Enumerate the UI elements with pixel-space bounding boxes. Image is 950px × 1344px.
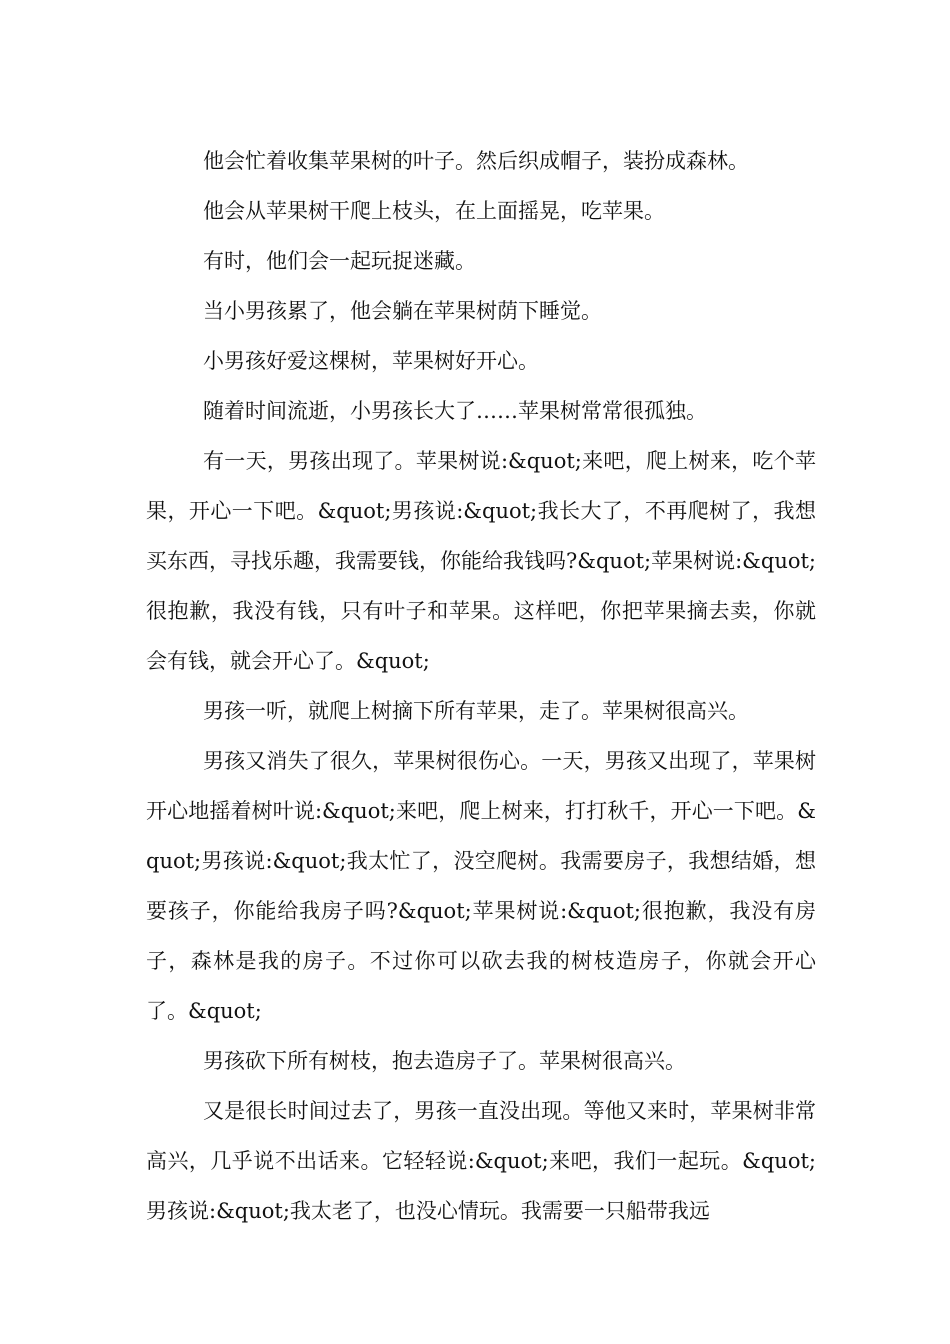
paragraph-6: 随着时间流逝，小男孩长大了……苹果树常常很孤独。 <box>203 399 707 423</box>
paragraph-10: 男孩砍下所有树枝，抱去造房子了。苹果树很高兴。 <box>203 1049 686 1073</box>
paragraph-11: 又是很长时间过去了，男孩一直没出现。等他又来时，苹果树非常高兴，几乎说不出话来。它轻轻说:&quot;来吧，我们一起玩。&quot;男孩说:&quot;我太老了，也没心情玩。我需要一只船带我远 <box>146 1099 816 1223</box>
paragraph-8: 男孩一听，就爬上树摘下所有苹果，走了。苹果树很高兴。 <box>203 699 749 723</box>
paragraph-2: 他会从苹果树干爬上枝头，在上面摇晃，吃苹果。 <box>203 199 665 223</box>
paragraph-5: 小男孩好爱这棵树，苹果树好开心。 <box>203 349 539 373</box>
paragraph-3: 有时，他们会一起玩捉迷藏。 <box>203 249 476 273</box>
paragraph-9: 男孩又消失了很久，苹果树很伤心。一天，男孩又出现了，苹果树开心地摇着树叶说:&quot;来吧，爬上树来，打打秋千，开心一下吧。&quot;男孩说:&quot;我太忙了，没空爬树。我需要房子，我想结婚，想要孩子，你能给我房子吗?&quot;苹果树说:&quot;很抱歉，我没有房子，森林是我的房子。不过你可以砍去我的树枝造房子，你就会开心了。&quot; <box>146 749 816 1023</box>
paragraph-1: 他会忙着收集苹果树的叶子。然后织成帽子，装扮成森林。 <box>203 149 749 173</box>
paragraph-7: 有一天，男孩出现了。苹果树说:&quot;来吧，爬上树来，吃个苹果，开心一下吧。&quot;男孩说:&quot;我长大了，不再爬树了，我想买东西，寻找乐趣，我需要钱，你能给我钱吗?&quot;苹果树说:&quot;很抱歉，我没有钱，只有叶子和苹果。这样吧，你把苹果摘去卖，你就会有钱，就会开心了。&quot; <box>146 449 816 673</box>
paragraph-4: 当小男孩累了，他会躺在苹果树荫下睡觉。 <box>203 299 602 323</box>
